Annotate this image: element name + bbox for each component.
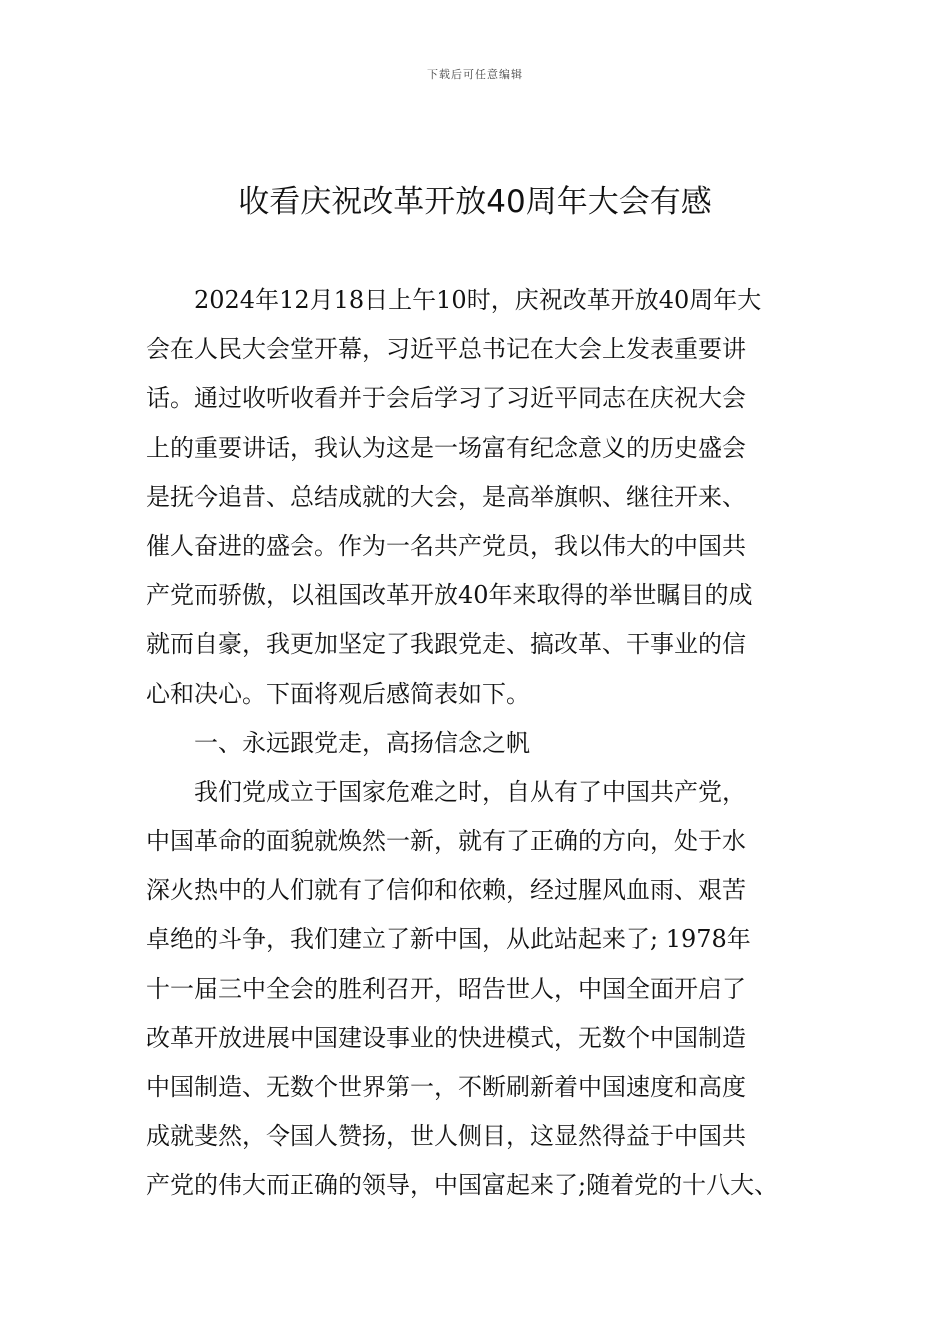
text-line: 上的重要讲话，我认为这是一场富有纪念意义的历史盛会 — [146, 433, 746, 462]
text-line: 深火热中的人们就有了信仰和依赖，经过腥风血雨、艰苦 — [146, 876, 746, 905]
text-line: 卓绝的斗争，我们建立了新中国，从此站起来了; 1978年 — [146, 925, 751, 954]
text-line: 中国制造、无数个世界第一，不断刷新着中国速度和高度 — [146, 1073, 746, 1101]
text-line: 会在人民大会堂开幕，习近平总书记在大会上发表重要讲 — [146, 335, 746, 364]
text-line: 产党而骄傲，以祖国改革开放40年来取得的举世瞩目的成 — [146, 581, 753, 610]
text-line: 心和决心。下面将观后感简表如下。 — [146, 679, 530, 708]
text-line: 成就斐然，令国人赞扬，世人侧目，这显然得益于中国共 — [146, 1122, 746, 1151]
header-note: 下载后可任意编辑 — [427, 68, 523, 81]
text-line: 产党的伟大而正确的领导，中国富起来了;随着党的十八大、 — [146, 1171, 779, 1200]
document-body — [146, 281, 836, 1216]
text-line: 改革开放进展中国建设事业的快进模式，无数个中国制造 — [146, 1023, 746, 1052]
text-line: 就而自豪，我更加坚定了我跟党走、搞改革、干事业的信 — [146, 630, 746, 659]
text-line: 催人奋进的盛会。作为一名共产党员，我以伟大的中国共 — [146, 531, 746, 560]
text-line: 话。通过收听收看并于会后学习了习近平同志在庆祝大会 — [146, 384, 746, 413]
document-title: 收看庆祝改革开放40周年大会有感 — [238, 184, 712, 220]
section-heading: 一、永远跟党走，高扬信念之帆 — [194, 728, 530, 757]
text-line: 是抚今追昔、总结成就的大会，是高举旗帜、继往开来、 — [146, 482, 746, 511]
text-line: 2024年12月18日上午10时，庆祝改革开放40周年大 — [194, 286, 762, 314]
text-line: 中国革命的面貌就焕然一新，就有了正确的方向，处于水 — [146, 827, 746, 856]
text-line: 我们党成立于国家危难之时，自从有了中国共产党， — [194, 777, 746, 806]
text-line: 十一届三中全会的胜利召开，昭告世人，中国全面开启了 — [146, 974, 746, 1003]
